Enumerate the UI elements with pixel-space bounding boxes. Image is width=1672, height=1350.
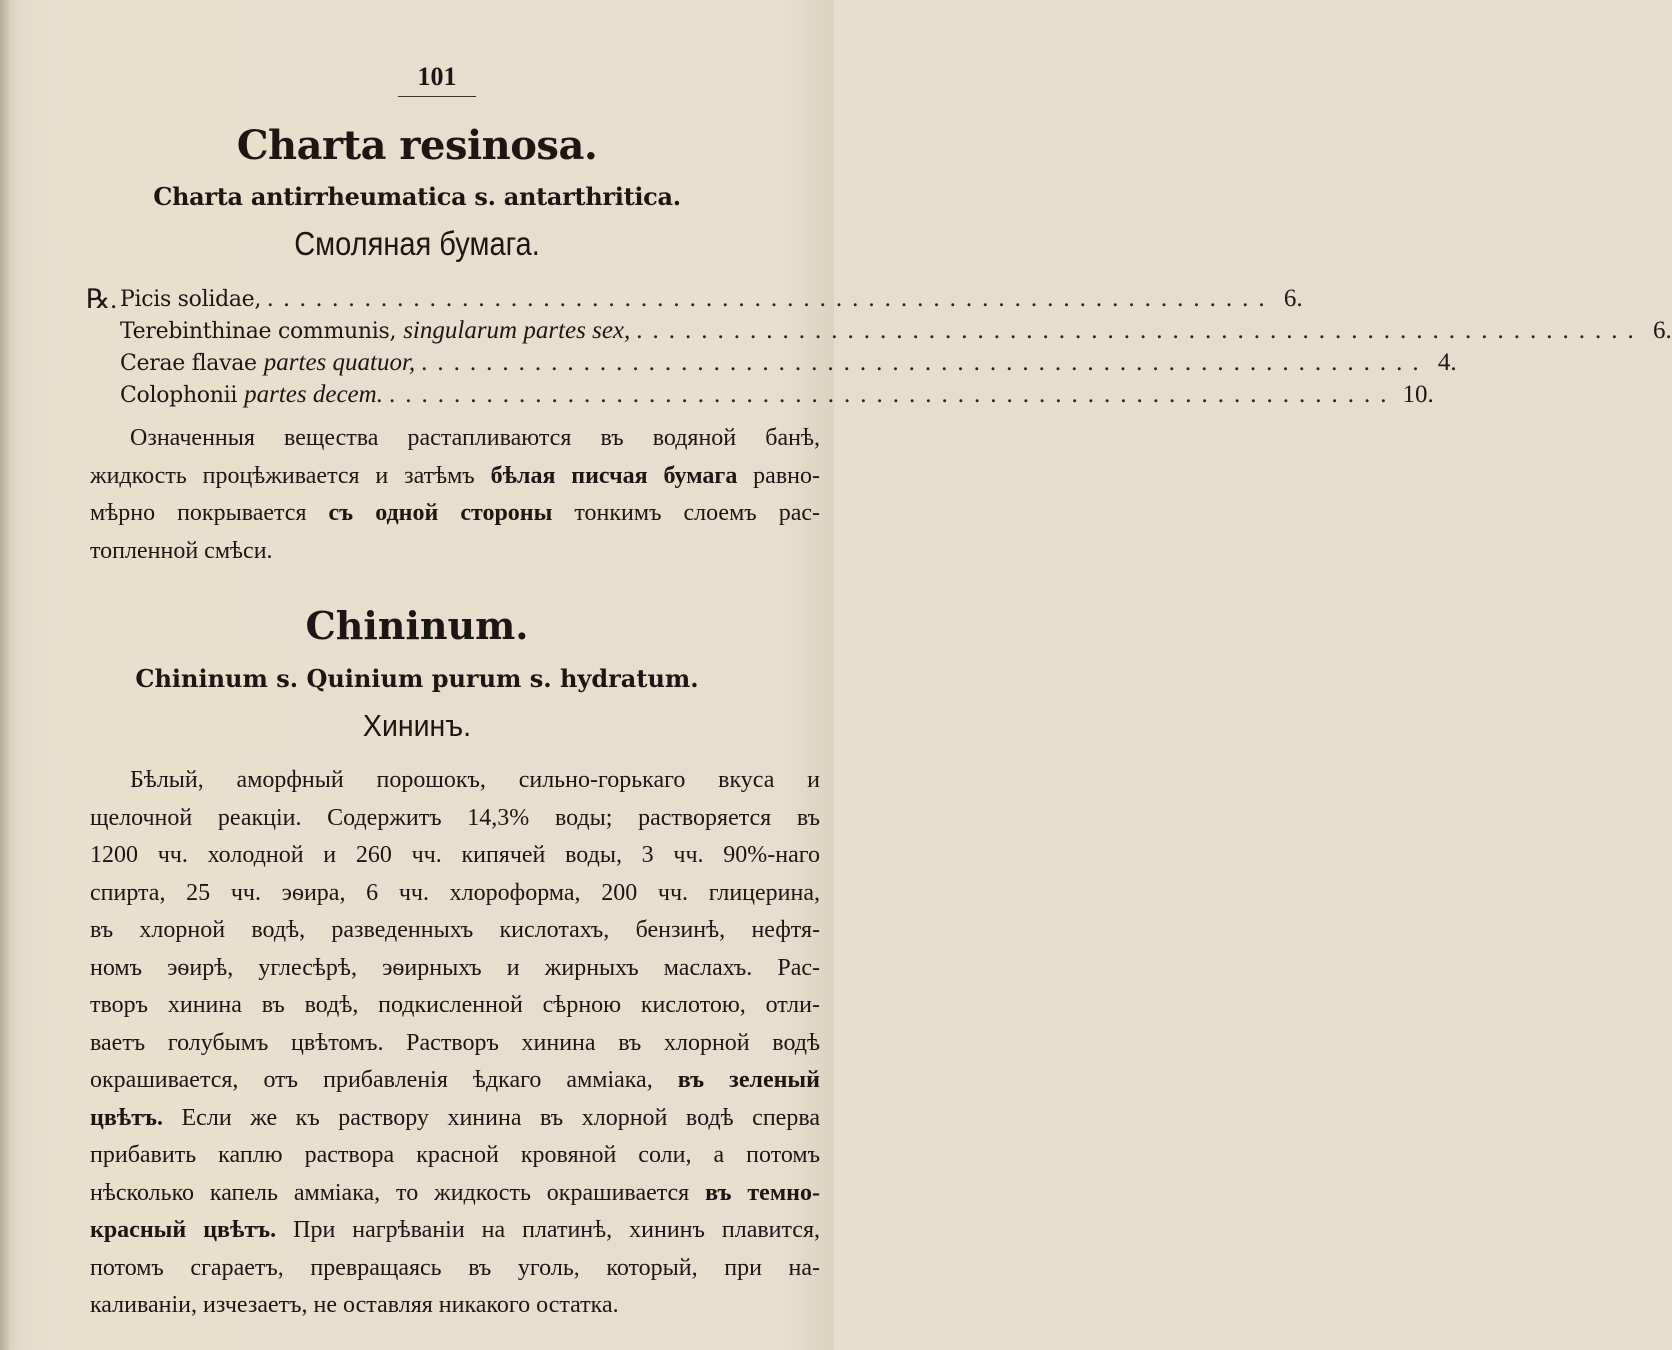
text-line: топленной смѣси. — [90, 537, 273, 564]
section-title-ru-charta: Смоляная бумага. — [294, 225, 540, 262]
ingredient-name: Colophonii — [120, 383, 238, 408]
page-number: 101 — [417, 62, 457, 91]
ingredient-amount: 6. — [1283, 285, 1303, 312]
recipe-line — [120, 345, 1457, 381]
recipe-line — [120, 377, 1434, 413]
bold-run: въ зеленый — [677, 1067, 820, 1093]
text-line: творъ хинина въ водѣ, подкисленной сѣрною кислотою, отли- — [90, 992, 820, 1018]
text-line: 1200 чч. холодной и 260 чч. кипячей воды, 3 чч. 90%-наго — [90, 842, 820, 868]
text-line: прибавить каплю раствора красной кровяной соли, а потомъ — [90, 1142, 820, 1168]
text-run: тонкимъ слоемъ рас- — [552, 500, 820, 526]
section-title-ru-chininum: Хининъ. — [362, 708, 472, 743]
text-line — [90, 1062, 820, 1100]
bold-run: красный цвѣтъ. — [90, 1217, 277, 1243]
bold-run: съ одной стороны — [328, 500, 553, 526]
ingredient-name: Cerae flavae — [120, 351, 257, 376]
leader-dots: .............................................................. — [267, 285, 1275, 312]
rx-symbol: ℞. — [86, 284, 117, 314]
text-line: каливаніи, изчезаетъ, не оставляя никакого остатка. — [90, 1292, 619, 1318]
leader-dots: .............................................................. — [421, 349, 1429, 376]
text-line — [90, 458, 820, 496]
text-run: мѣрно покрывается — [90, 500, 329, 526]
ingredient-name: Terebinthinae communis, — [120, 319, 397, 344]
text-run: жидкость процѣживается и затѣмъ — [90, 462, 491, 489]
text-run: Если же къ раствору хинина въ хлорной водѣ сперва — [162, 1104, 820, 1131]
leader-dots: .............................................................. — [636, 317, 1644, 344]
text-line: Бѣлый, аморфный порошокъ, сильно-горькаго вкуса и — [130, 767, 820, 793]
text-line — [90, 495, 820, 533]
page-number-rule — [398, 96, 476, 97]
ingredient-portion: partes quatuor, — [263, 349, 416, 376]
text-line: въ хлорной водѣ, разведенныхъ кислотахъ, бензинѣ, нефтя- — [90, 917, 820, 943]
leader-dots: .............................................................. — [388, 381, 1397, 408]
paragraph-chininum — [90, 762, 820, 1325]
text-line — [90, 1100, 820, 1138]
paragraph-charta — [90, 420, 820, 570]
ingredient-amount: 6. — [1653, 317, 1672, 344]
text-line — [90, 1175, 820, 1213]
bold-run: бѣлая писчая бумага — [490, 462, 738, 489]
ingredient-portion: partes decem. — [244, 381, 383, 408]
recipe-line — [120, 313, 1672, 349]
ingredient-amount: 10. — [1402, 381, 1434, 408]
text-line: потомъ сгараетъ, превращаясь въ уголь, который, при на- — [90, 1254, 820, 1281]
section-title-charta: Charta resinosa. — [236, 122, 598, 169]
section-subtitle-chininum: Chininum s. Quinium purum s. hydratum. — [135, 664, 699, 693]
ingredient-amount: 4. — [1437, 349, 1457, 376]
recipe-line — [86, 281, 1303, 317]
text-line: Означенныя вещества растапливаются въ водяной банѣ, — [130, 425, 820, 451]
section-title-chininum: Chininum. — [305, 603, 529, 648]
text-line: щелочной реакціи. Содержитъ 14,3% воды; растворяется въ — [90, 804, 820, 831]
ingredient-name: Picis solidae, — [120, 287, 262, 312]
text-line: номъ эѳирѣ, углесѣрѣ, эѳирныхъ и жирныхъ маслахъ. Рас- — [90, 954, 820, 981]
text-run: окрашивается, отъ прибавленія ѣдкаго аммiака, — [90, 1067, 678, 1093]
text-line: спирта, 25 чч. эѳира, 6 чч. хлороформа, 200 чч. глицерина, — [90, 879, 820, 906]
text-run: нѣсколько капель аммiака, то жидкость окрашивается — [90, 1179, 706, 1206]
section-subtitle-charta: Charta antirrheumatica s. antarthritica. — [153, 182, 681, 211]
text-line — [90, 1212, 820, 1250]
bold-run: въ темно- — [705, 1179, 820, 1206]
ingredient-portion: singularum partes sex, — [403, 317, 631, 344]
text-run: При нагрѣваніи на платинѣ, хининъ плавится, — [276, 1217, 821, 1243]
text-run: равно- — [737, 462, 820, 489]
text-line: ваетъ голубымъ цвѣтомъ. Растворъ хинина въ хлорной водѣ — [90, 1029, 820, 1056]
bold-run: цвѣтъ. — [90, 1104, 163, 1131]
